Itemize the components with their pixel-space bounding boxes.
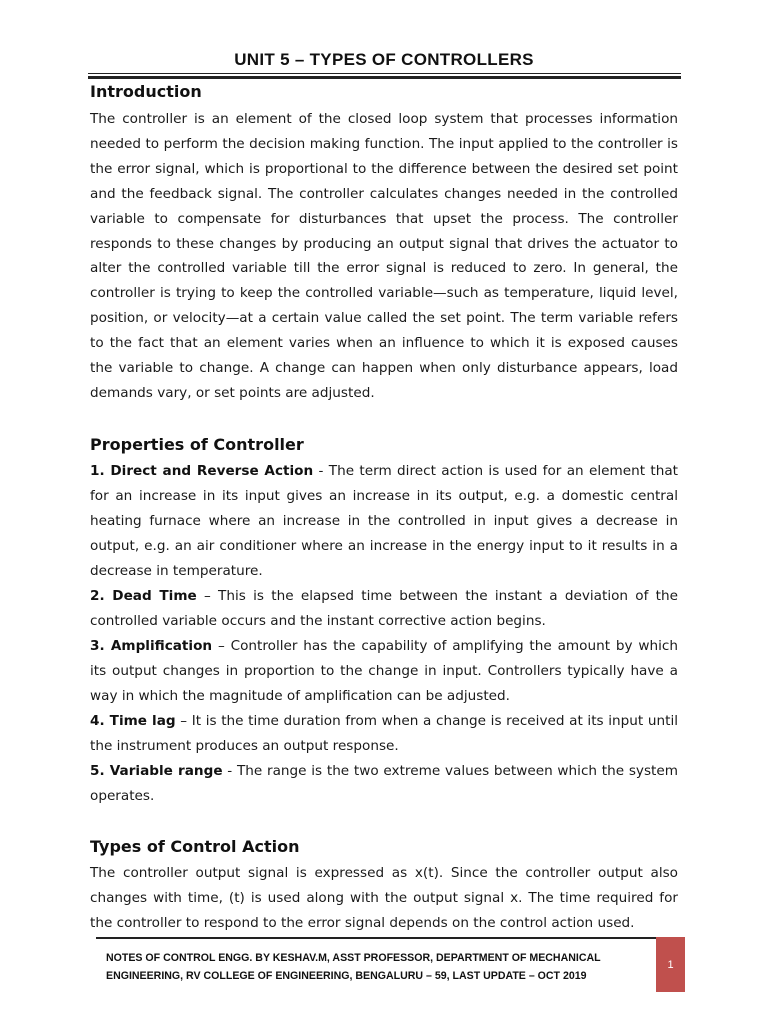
introduction-paragraph: The controller is an element of the closed loop system that processes information needed to perform the decision making function. The input applied to the controller is the error signal, which is proportional to the difference between the desired set point and the feedback signal. The controller calculates changes needed in the controlled variable to compensate for disturbances that upset the process. The controller responds to these changes by producing an output signal that drives the actuator to alter the controlled variable till the error signal is reduced to zero. In general, the controller is trying to keep the controlled variable—such as temperature, liquid level, position, or velocity—at a certain value called the set point. The term variable refers to the fact that an element varies when an influence to which it is exposed causes the variable to change. A change can happen when only disturbance appears, load demands vary, or set points are adjusted. xyxy=(90,111,678,401)
property-label: 2. Dead Time xyxy=(90,588,197,604)
footer-rule xyxy=(96,937,656,939)
property-item xyxy=(90,584,678,634)
footer-line-1: NOTES OF CONTROL ENGG. BY KESHAV.M, ASST PROFESSOR, DEPARTMENT OF MECHANICAL xyxy=(106,952,601,964)
property-label: 1. Direct and Reverse Action xyxy=(90,463,314,479)
property-text: - The range is the two extreme values between which the system operates. xyxy=(90,763,678,804)
property-label: 4. Time lag xyxy=(90,713,176,729)
property-text: – This is the elapsed time between the instant a deviation of the controlled variable occurs and the instant corrective action begins. xyxy=(90,588,678,629)
property-item xyxy=(90,759,678,809)
control-action-heading: Types of Control Action xyxy=(90,837,300,856)
property-text: – It is the time duration from when a change is received at its input until the instrument produces an output response. xyxy=(90,713,679,754)
property-item xyxy=(90,634,678,709)
page-title: UNIT 5 – TYPES OF CONTROLLERS xyxy=(234,50,534,69)
property-item xyxy=(90,459,678,584)
properties-heading: Properties of Controller xyxy=(90,435,304,454)
introduction-heading: Introduction xyxy=(90,82,202,101)
property-label: 3. Amplification xyxy=(90,638,213,654)
property-text: - The term direct action is used for an element that for an increase in its input gives an increase in its output, e.g. a domestic central heating furnace where an increase in the controlled in input gives a decrease in output, e.g. an air conditioner where an increase in the energy input to it results in a decrease in temperature. xyxy=(90,463,678,579)
property-label: 5. Variable range xyxy=(90,763,223,779)
control-action-paragraph: The controller output signal is expressed as x(t). Since the controller output also changes with time, (t) is used along with the output signal x. The time required for the controller to respond to the error signal depends on the control action used. xyxy=(90,865,678,931)
footer-line-2: ENGINEERING, RV COLLEGE OF ENGINEERING, BENGALURU – 59, LAST UPDATE – OCT 2019 xyxy=(106,970,587,982)
title-rule-thick xyxy=(88,76,681,79)
page-number: 1 xyxy=(656,937,685,992)
title-rule-thin xyxy=(88,73,681,74)
property-text: – Controller has the capability of amplifying the amount by which its output changes in proportion to the change in input. Controllers typically have a way in which the magnitude of amplification can be adjusted. xyxy=(90,638,678,704)
property-item xyxy=(90,709,678,759)
footer-notes xyxy=(106,949,646,985)
